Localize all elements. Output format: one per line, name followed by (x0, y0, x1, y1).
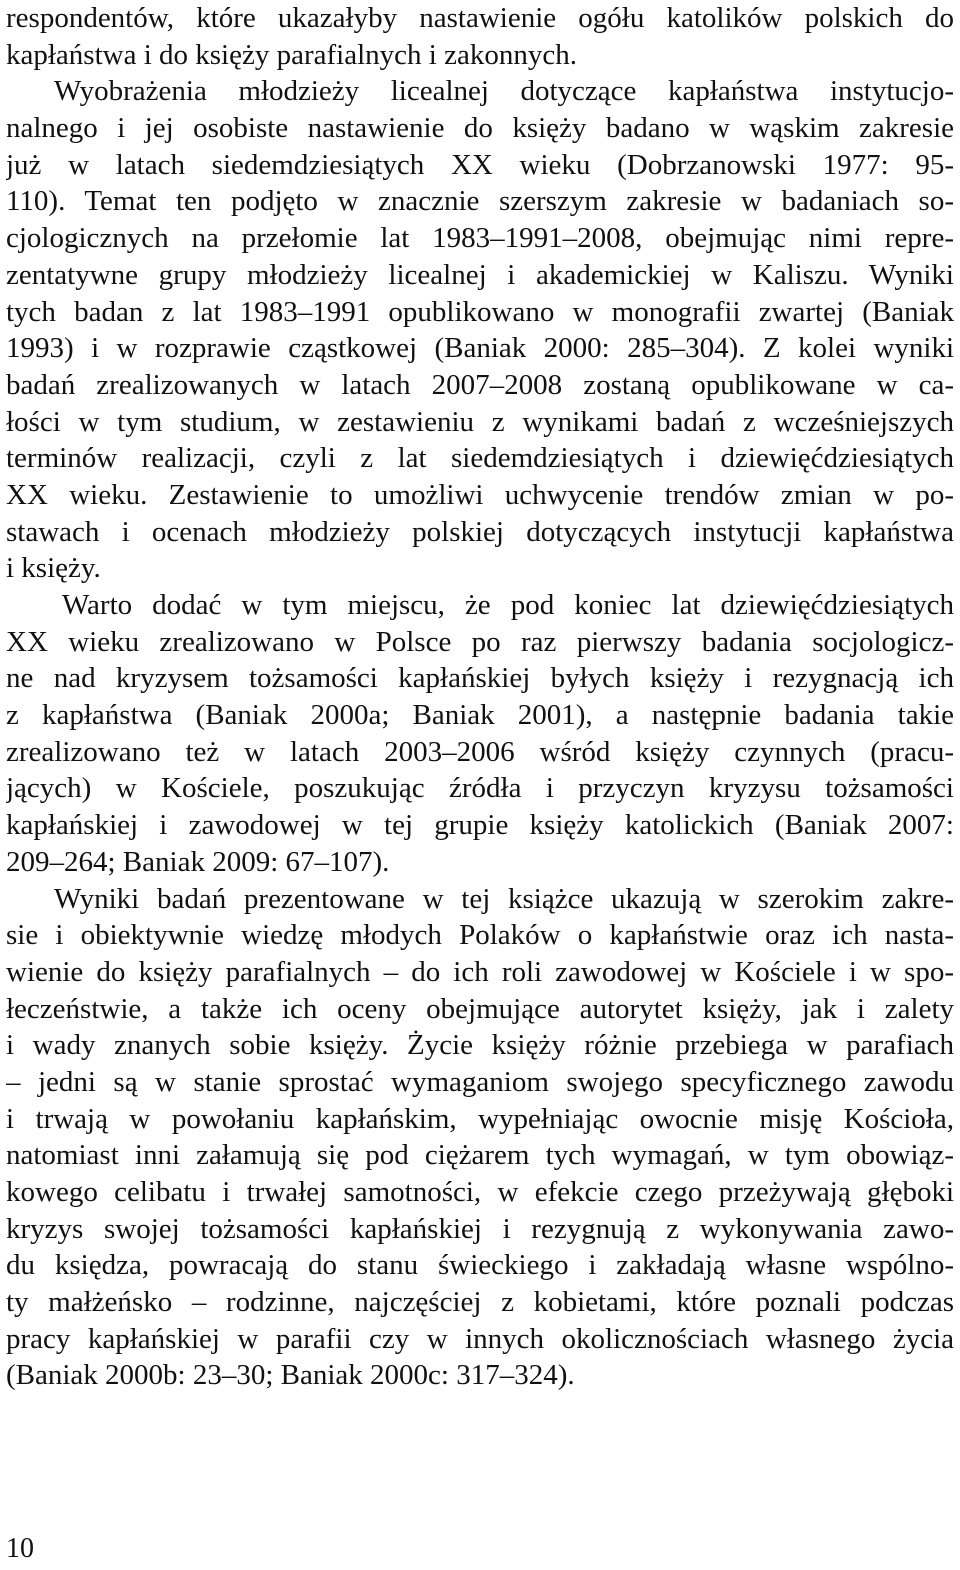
text-line: kowego celibatu i trwałej samotności, w efekcie czego przeżywają głęboki (6, 1176, 954, 1208)
body-text (6, 0, 954, 1394)
text-line: tych badan z lat 1983–1991 opublikowano w monografii zwartej (Baniak (6, 295, 954, 328)
text-line: już w latach siedemdziesiątych XX wieku (Dobrzanowski 1977: 95- (6, 148, 954, 181)
text-line: zentatywne grupy młodzieży licealnej i akademickiej w Kaliszu. Wyniki (6, 258, 954, 291)
text-line: jących) w Kościele, poszukując źródła i przyczyn kryzysu tożsamości (6, 772, 954, 805)
text-line: wienie do księży parafialnych – do ich roli zawodowej w Kościele i w spo- (6, 955, 954, 988)
text-line: kapłańskiej i zawodowej w tej grupie księży katolickich (Baniak 2007: (6, 809, 954, 842)
text-line: łości w tym studium, w zestawieniu z wynikami badań z wcześniejszych (6, 405, 954, 438)
text-line: Wyniki badań prezentowane w tej książce ukazują w szerokim zakre- (54, 882, 954, 915)
text-line: natomiast inni załamują się pod ciężarem tych wymagań, w tym obowiąz- (6, 1139, 954, 1172)
text-line: zrealizowano też w latach 2003–2006 wśród księży czynnych (pracu- (6, 735, 954, 768)
text-line: – jedni są w stanie sprostać wymaganiom swojego specyficznego zawodu (6, 1065, 954, 1098)
text-line: 209–264; Baniak 2009: 67–107). (6, 845, 390, 878)
text-line: i trwają w powołaniu kapłańskim, wypełniając owocnie misję Kościoła, (6, 1102, 954, 1135)
text-line: badań zrealizowanych w latach 2007–2008 zostaną opublikowane w ca- (6, 368, 954, 401)
text-line: 1993) i w rozprawie cząstkowej (Baniak 2000: 285–304). Z kolei wyniki (6, 332, 954, 365)
text-line: stawach i ocenach młodzieży polskiej dotyczących instytucji kapłaństwa (6, 515, 954, 548)
text-line: Warto dodać w tym miejscu, że pod koniec lat dziewięćdziesiątych (62, 589, 954, 621)
text-line: sie i obiektywnie wiedzę młodych Polaków o kapłaństwie oraz ich nasta- (6, 919, 954, 952)
text-line: ty małżeńsko – rodzinne, najczęściej z kobietami, które poznali podczas (6, 1286, 954, 1319)
text-line: z kapłaństwa (Baniak 2000a; Baniak 2001), a następnie badania takie (6, 699, 954, 732)
text-line: kapłaństwa i do księży parafialnych i zakonnych. (6, 38, 577, 71)
text-line: XX wieku zrealizowano w Polsce po raz pierwszy badania socjologicz- (6, 625, 954, 658)
text-line: Wyobrażenia młodzieży licealnej dotyczące kapłaństwa instytucjo- (54, 75, 954, 108)
text-line: i wady znanych sobie księży. Życie księży różnie przebiega w parafiach (6, 1029, 954, 1062)
text-line: 110). Temat ten podjęto w znacznie szerszym zakresie w badaniach so- (6, 185, 954, 218)
text-line: cjologicznych na przełomie lat 1983–1991–2008, obejmując nimi repre- (6, 222, 954, 255)
text-line: nalnego i jej osobiste nastawienie do księży badano w wąskim zakresie (6, 112, 954, 145)
text-line: pracy kapłańskiej w parafii czy w innych okolicznościach własnego życia (6, 1322, 954, 1355)
text-line: XX wieku. Zestawienie to umożliwi uchwycenie trendów zmian w po- (6, 478, 954, 511)
text-line: i księży. (6, 552, 101, 585)
text-line: du księdza, powracają do stanu świeckiego i zakładają własne wspólno- (6, 1249, 954, 1282)
page-number: 10 (6, 1533, 34, 1564)
text-line: ne nad kryzysem tożsamości kapłańskiej byłych księży i rezygnacją ich (6, 662, 954, 695)
text-line: (Baniak 2000b: 23–30; Baniak 2000c: 317–324). (6, 1359, 575, 1392)
text-line: kryzys swojej tożsamości kapłańskiej i rezygnują z wykonywania zawo- (6, 1212, 954, 1245)
text-line: respondentów, które ukazałyby nastawienie ogółu katolików polskich do (6, 2, 954, 34)
text-line: terminów realizacji, czyli z lat siedemdziesiątych i dziewięćdziesiątych (6, 442, 954, 475)
text-line: łeczeństwie, a także ich oceny obejmujące autorytet księży, jak i zalety (6, 992, 954, 1025)
